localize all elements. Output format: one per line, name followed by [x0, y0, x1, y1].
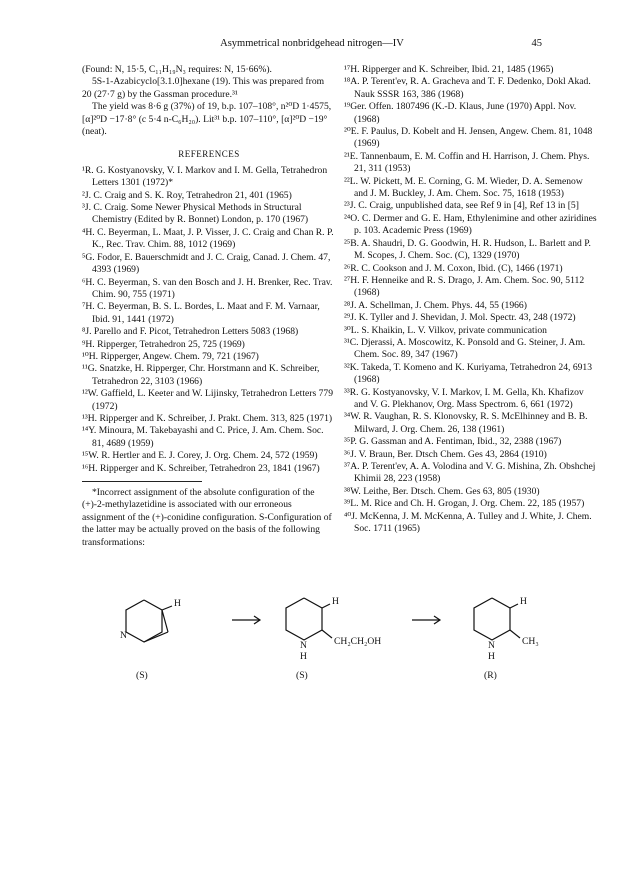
structure-1-config: (S): [136, 670, 148, 681]
reference-34: ³⁴W. R. Vaughan, R. S. Klonovsky, R. S. McElhinney and B. B. Milward, J. Org. Chem. 26, 138 (1961): [344, 411, 588, 435]
structure-3-atom-nh: H: [488, 651, 495, 662]
references-list-left: [82, 165, 336, 475]
reference-18: ¹⁸A. P. Terent'ev, R. A. Gracheva and T. F. Dedenko, Dokl Akad. Nauk SSSR 163, 386 (1968): [344, 76, 591, 100]
structure-2-atom-h: H: [332, 596, 339, 607]
reference-9: ⁹H. Ripperger, Tetrahedron 25, 725 (1969): [82, 338, 245, 350]
reference-28: ²⁸J. A. Schellman, J. Chem. Phys. 44, 55 (1966): [344, 299, 527, 311]
footnote-rule: [82, 481, 202, 482]
reference-40: ⁴⁰J. McKenna, J. M. McKenna, A. Tulley and J. White, J. Chem. Soc. 1711 (1965): [344, 510, 592, 535]
structure-1-atom-h: H: [174, 598, 181, 609]
reference-22: ²²L. W. Pickett, M. E. Corning, G. M. Wieder, D. A. Semenow and J. M. Buckley, J. Am. Chem. Soc. 75, 1618 (1953): [344, 175, 583, 200]
footnote: *Incorrect assignment of the absolute configuration of the (+)-2-methylazetidine is associated with our erroneous assignment of the (+)-conidine configuration. S-Configuration of the latter may be actually proved on the basis of the following transformations:: [82, 487, 332, 548]
structure-2-ring: [286, 598, 332, 640]
structure-2-atom-n: N: [300, 640, 307, 651]
reference-27: ²⁷H. F. Henneike and R. S. Drago, J. Am. Chem. Soc. 90, 5112 (1968): [344, 274, 585, 299]
reference-14: ¹⁴Y. Minoura, M. Takebayashi and C. Price, J. Am. Chem. Soc. 81, 4689 (1959): [82, 425, 324, 449]
reference-38: ³⁸W. Leithe, Ber. Dtsch. Chem. Ges 63, 805 (1930): [344, 485, 540, 497]
structure-3-substituent: CH₃: [522, 636, 539, 647]
reference-8: ⁸J. Parello and F. Picot, Tetrahedron Letters 5083 (1968): [82, 326, 299, 338]
reference-4: ⁴H. C. Beyerman, L. Maat, J. P. Visser, J. C. Craig and Chan R. P. K., Rec. Trav. Chim. 88, 1012 (1969): [82, 226, 334, 251]
intro-line-1: 5S-1-Azabicyclo[3.1.0]hexane (19). This was prepared from 20 (27·7 g) by the Gassman procedure.³¹: [82, 76, 325, 100]
reference-24: ²⁴O. C. Dermer and G. E. Ham, Ethylenimine and other aziridines p. 103. Academic Press (1969): [344, 212, 597, 237]
reference-25: ²⁵B. A. Shaudri, D. G. Goodwin, H. R. Hudson, L. Barlett and P. M. Scopes, J. Chem. Soc. (C), 1329 (1970): [344, 237, 591, 262]
reference-20: ²⁰E. F. Paulus, D. Kobelt and H. Jensen, Angew. Chem. 81, 1048 (1969): [344, 126, 593, 150]
running-header: [0, 38, 624, 54]
reference-19: ¹⁹Ger. Offen. 1807496 (K.-D. Klaus, June (1970) Appl. Nov. (1968): [344, 101, 577, 125]
reference-6: ⁶H. C. Beyerman, S. van den Bosch and J. H. Brenker, Rec. Trav. Chim. 90, 755 (1971): [82, 276, 333, 300]
reference-7: ⁷H. C. Beyerman, B. S. L. Bordes, L. Maat and F. M. Varnaar, Ibid. 91, 1441 (1972): [82, 301, 320, 325]
structure-2-atom-nh: H: [300, 651, 307, 662]
structure-3-atom-h: H: [520, 596, 527, 607]
reference-21: ²¹E. Tannenbaum, E. M. Coffin and H. Harrison, J. Chem. Phys. 21, 311 (1953): [344, 150, 590, 175]
intro-line-2: The yield was 8·6 g (37%) of 19, b.p. 107–108°, n²⁰D 1·4575, [α]²⁰D −17·8° (c 5·4 n-C₆H₂₀). Lit³¹ b.p. 107–110°, [α]²⁰D −19° (neat).: [82, 101, 332, 138]
reference-10: ¹⁰H. Ripperger, Angew. Chem. 79, 721 (1967): [82, 350, 259, 362]
structure-1-atom-n: N: [120, 630, 127, 641]
references-heading: REFERENCES: [178, 149, 240, 160]
reference-31: ³¹C. Djerassi, A. Moscowitz, K. Ponsold and G. Steiner, J. Am. Chem. Soc. 89, 347 (1967): [344, 336, 586, 361]
reference-23: ²³J. C. Craig, unpublished data, see Ref 9 in [4], Ref 13 in [5]: [344, 200, 579, 212]
reference-33: ³³R. G. Kostyanovsky, V. I. Markov, I. M. Gella, Kh. Khafizov and V. G. Plekhanov, Org. Mass Spectrom. 6, 661 (1972): [344, 386, 584, 410]
reaction-arrow-2: [412, 616, 440, 624]
reaction-arrow-1: [232, 616, 260, 624]
reference-35: ³⁵P. G. Gassman and A. Fentiman, Ibid., 32, 2388 (1967): [344, 436, 562, 448]
reaction-scheme: [82, 580, 602, 690]
reference-26: ²⁶R. C. Cookson and J. M. Coxon, Ibid. (C), 1466 (1971): [344, 262, 563, 274]
running-title: Asymmetrical nonbridgehead nitrogen—IV: [220, 38, 404, 49]
reference-29: ²⁹J. K. Tyller and J. Shevidan, J. Mol. Spectr. 43, 248 (1972): [344, 312, 576, 324]
structure-3-atom-n: N: [488, 640, 495, 651]
structure-3-ring: [474, 598, 520, 640]
reference-17: ¹⁷H. Ripperger and K. Schreiber, Ibid. 21, 1485 (1965): [344, 64, 554, 75]
reference-12: ¹²W. Gaffield, L. Keeter and W. Lijinsky, Tetrahedron Letters 779 (1972): [82, 388, 333, 412]
reference-15: ¹⁵W. R. Hertler and E. J. Corey, J. Org. Chem. 24, 572 (1959): [82, 450, 318, 462]
reference-36: ³⁶J. V. Braun, Ber. Dtsch Chem. Ges 43, 2864 (1910): [344, 448, 547, 460]
right-column: [344, 64, 598, 535]
structure-1-rings: [126, 600, 172, 642]
intro-line-0: (Found: N, 15·5, C₁₁H₁₉N₃ requires: N, 15·66%).: [82, 64, 272, 75]
page-number: 45: [531, 38, 542, 49]
reference-13: ¹³H. Ripperger and K. Schreiber, J. Prakt. Chem. 313, 825 (1971): [82, 412, 333, 424]
left-column: [82, 64, 336, 549]
references-list-right: [344, 64, 598, 535]
structure-2-substituent: CH₂CH₂OH: [334, 636, 382, 647]
reference-3: ³J. C. Craig. Some Newer Physical Methods in Structural Chemistry (Edited by R. Bonnet) London, p. 170 (1967): [82, 202, 309, 226]
reference-1: ¹R. G. Kostyanovsky, V. I. Markov and I. M. Gella, Tetrahedron Letters 1301 (1972)*: [82, 164, 328, 189]
structure-3-config: (R): [484, 670, 497, 681]
reference-39: ³⁹L. M. Rice and Ch. H. Grogan, J. Org. Chem. 22, 185 (1957): [344, 498, 585, 510]
reference-11: ¹¹G. Snatzke, H. Ripperger, Chr. Horstmann and K. Schreiber, Tetrahedron 22, 3103 (1966): [82, 363, 320, 387]
reference-30: ³⁰L. S. Khaikin, L. V. Vilkov, private communication: [344, 324, 547, 336]
structure-2-config: (S): [296, 670, 308, 681]
reference-2: ²J. C. Craig and S. K. Roy, Tetrahedron 21, 401 (1965): [82, 189, 292, 201]
reference-16: ¹⁶H. Ripperger and K. Schreiber, Tetrahedron 23, 1841 (1967): [82, 462, 320, 474]
reference-32: ³²K. Takeda, T. Komeno and K. Kuriyama, Tetrahedron 24, 6913 (1968): [344, 361, 593, 386]
reference-37: ³⁷A. P. Terent'ev, A. A. Volodina and V. G. Mishina, Zh. Obshchej Khimii 28, 223 (1958): [344, 461, 596, 485]
reference-5: ⁵G. Fodor, E. Bauerschmidt and J. C. Craig, Canad. J. Chem. 47, 4393 (1969): [82, 251, 331, 276]
